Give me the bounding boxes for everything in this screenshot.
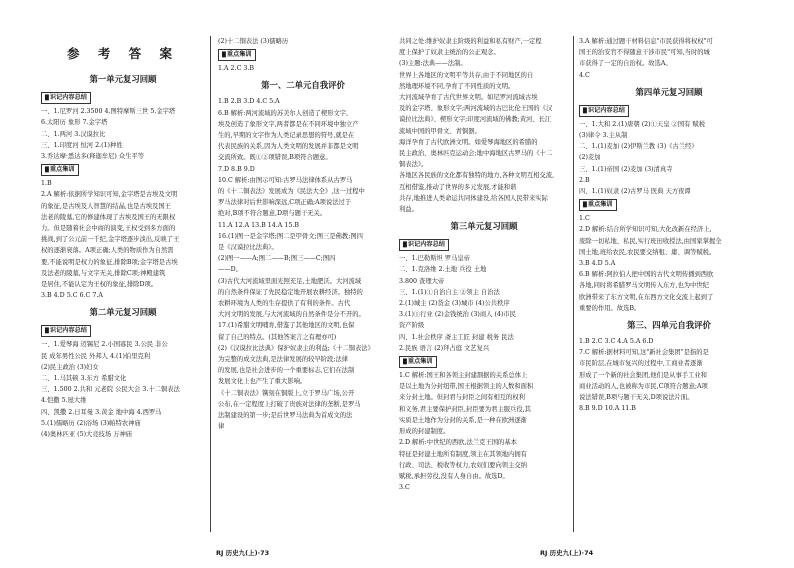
col4-top-lines [579,36,759,81]
answer-line: 的发展,也是社会进步的一个重要标志,它们在法制 [218,367,355,375]
column-3 [399,36,569,493]
answer-line: 4.恺撒 5.屋大维 [41,397,87,405]
page-number-left: RJ 历史九(上)·73 [216,549,270,557]
answer-line: 商业活动的人,也被称为市民,C项符合题意;A项 [579,382,708,390]
answer-line: 资产阶级 [399,322,425,330]
answer-line: 大河文明的发展,与大河流域的自然条件是分不开的。 [218,311,365,319]
answer-line: 3.C [399,484,410,492]
answer-line: 欧洲带来了东方文明,在东西方文化交流上起到了 [579,293,714,301]
answer-line: (2)麦加 [579,154,601,162]
answer-line: 3.B 4.D 5.C 6.C 7.A [41,292,103,300]
answer-line: 二、1.克洛维 2.土地 兵役 土地 [399,266,487,274]
answer-line: 2.民族 语言 (2)拜占庭 文艺复兴 [399,344,490,352]
section-review-label-2: █ 识记内容总结 [41,325,91,337]
answer-line: 挑战,到了公元前一千纪,金字塔逐步淡出,反映了王 [41,236,180,244]
section-focus-label: █ 重点集训 [218,49,256,61]
answer-line: (2)十二铜表法 (3)儒略历 [218,38,289,45]
answer-line: 3.A 解析:通过题干材料信息"市民获得将权权"可 [579,38,713,45]
answer-line: 然地理环境不同,孕育了不同性质的文明。 [399,82,515,90]
answer-line: 利益。 [399,206,418,214]
answer-line: 力。但是随着社会中商的演变,王权受到多方面的 [41,225,176,233]
column-divider [573,36,574,532]
unit3-title: 第三单元复习回顾 [450,221,518,232]
answer-line: (4)奥林匹亚 (5)大竞技场 万神庙 [41,431,133,439]
answer-line: (2)图一——A;图二——B;图三——C;图四 [218,255,336,263]
answer-line: 形成了一个新的社会集团,他们是从事手工业和 [579,371,707,379]
answer-line: 流域中国的甲骨文、青铜器。 [399,127,481,135]
answer-line: 互相借鉴,推动了世界的多元发展,才能和谐 [399,183,517,191]
answer-line: 16.(1)图一是金字塔;图二是甲骨文;图三是佛教;图四 [218,232,363,240]
answer-line: 是以土地为分封纽带,国王根据领主的人数和面积 [399,383,534,391]
answer-line: 世界上各地区的文明平等共存,由于不同地区的自 [399,71,534,79]
answer-line: 7.C 解析:据材料可知,这"新社会集团"是指的是 [579,349,709,357]
answer-line: 6.B 解析:两河流域的苏美尔人创造了楔形文字, [218,109,349,117]
answer-line: 民主政治、奥林匹克运动会;地中海地区古罗马的《十二 [399,150,553,158]
answer-line: ——D。 [218,266,242,274]
answer-line: 度上保护了奴隶主统治的公正观念。 [399,49,500,57]
answer-line: 铜表法》。 [399,161,428,169]
unit3-focus-lines [399,370,569,493]
page-title: 参 考 答 案 [66,46,180,61]
unit3-review-lines [399,253,569,354]
answer-line: 及法老的陵墓,与文字无关,排除C项;神殿建筑 [41,269,166,277]
col2-top-lines [218,36,388,47]
answer-line: 1.B [41,180,52,188]
answer-line: 11.A 12.A 13.B 14.A 15.B [218,221,299,229]
answer-line: 6.太阳历 象形 7.金字塔 [41,119,108,127]
unit-3-4-eval-title: 第三、四单元自我评价 [627,320,711,331]
unit2-title: 第二单元复习回顾 [89,307,157,318]
answer-line: 共存,地推进人类命运共同体建设,给各国人民带来实际 [399,194,548,202]
answer-line: 绝对,B项不符合题意,D项与题干无关。 [218,210,327,218]
answer-line: 是《汉谟拉比法典》。 [218,244,278,252]
answer-line: 赋税,承担劳役,没有人身自由。故选D。 [399,472,509,480]
unit1-focus-lines [41,178,205,301]
answer-line: (3)主题:法典——法制。 [399,60,467,68]
answer-line: (3)律令 3.主从制 [579,132,628,140]
answer-line: 《十二铜表法》镌刻在铜版上,立于罗马广场,公开 [218,389,355,397]
section-review-label: █ 识记内容总结 [41,92,91,104]
answer-line: 10.C 解析:由图示可知:古罗马法律体系从古罗马 [218,176,353,184]
answer-line: 4.C [579,71,590,79]
answer-line: 说法错误,B项与题干无关,D项说法片面。 [579,394,694,402]
unit2-review-lines [41,339,205,440]
answer-line: 四、1.社会秩序 斋主工匠 封建 税务 民法 [399,333,514,341]
answer-line: (2)《汉谟拉比法典》保护奴隶主的利益;《十二铜表法》 [218,344,374,352]
answer-line: 发展文化上也产生了重大影响。 [218,378,307,386]
answer-line: 法制建设的第一步;是后世罗马法典为首成文的法 [218,412,353,420]
section-review-label: █ 识记内容总结 [399,239,449,251]
answer-line: 2.B [579,176,590,184]
answer-line: 2.A 解析:依据所学知识可知,金字塔是古埃及文明 [41,191,178,199]
answer-line: 二、1.马其顿 3.东方 希腊文化 [41,375,127,383]
answer-line: 和义务,君主要保护封臣,封臣要为君主服兵役,其 [399,405,531,413]
answer-line: 四、凯撒 2.日耳曼 3.黄金 地中海 4.西罗马 [41,408,162,416]
col2-eval-lines [218,96,388,432]
section-focus-label: █ 重点集训 [579,199,617,211]
answer-line: 1.A 2.C 3.B [218,65,255,73]
unit1-title: 第一单元复习回顾 [89,74,157,85]
answer-line: 律 [218,423,225,431]
answer-line: 大河流域孕育了古代世界文明。如尼罗河流域古埃 [399,94,538,102]
col3-top-lines [399,36,569,215]
answer-line: 实质是土地作为分封的关系,是一种在欧洲逐渐 [399,416,527,424]
answer-line: 为完整的成文法典,是法律发展的较早阶段;法律 [218,356,349,364]
answer-line: 17.(1)希腊文明哺育,借鉴了其他地区的文明,也保 [218,322,355,330]
unit-3-4-eval-lines [579,336,759,414]
answer-line: 三、1.(1)帝国 (2)麦加 (3)清真寺 [579,165,673,173]
answer-line: 共同之处:维护奴隶主阶级的利益和私有财产,一定程 [399,38,542,45]
answer-line: 行政、司法、税收等权力,农奴们要向领主交纳 [399,461,527,469]
answer-line: 二、1.两河 3.汉谟拉比 [41,130,106,138]
answer-line: 三、1.印度河 恒河 2.(1)种姓 [41,141,123,149]
answer-line: 谟拉比法典》、楔形文字;印度河流域的佛教;黄河、长江 [399,116,552,124]
col2-focus-lines [218,63,388,74]
answer-line: 一、1.爱琴海 迈锡尼 2.小国寡民 3.公民 非公 [41,341,168,349]
answer-line: 的《十二铜表法》发展成为《民法大全》,这一过程中 [218,188,365,196]
answer-line: 要,不能说明是权力的象征,排除B项;金字塔是古埃 [41,258,178,266]
answer-line: 的自然条件保证了先民稳定地开展农耕经济。独特的 [218,288,363,296]
answer-line: 一、1.巴勒斯坦 罗马皇帝 [399,255,470,263]
unit-1-2-eval-title: 第一、二单元自我评价 [261,80,345,91]
column-4 [579,36,759,414]
section-focus-label: █ 重点集训 [41,164,79,176]
answer-line: 来分封土地。但封君与封臣之间有相互的权利 [399,394,525,402]
answer-line: 民 成年男性公民 外邦人 4.(1)伯里克利 [41,352,151,360]
column-1 [41,36,205,440]
answer-line: 3.(1)①行业 (2)金钱统治 (3)商人 (4)市民 [399,311,516,319]
answer-line: 重要的作用。故选B。 [579,304,641,312]
answer-line: 废除一切私地、私民,实行班田收授法,由国家掌握全 [579,237,722,245]
answer-line: 的象征,是古埃及人智慧的结晶,也是古埃及国王 [41,202,171,210]
answer-line: 3.乔达摩·悉达多(释迦牟尼) 众生平等 [41,153,145,161]
answer-line: 及的金字塔、象形文字;两河流域的古巴比伦王国的《汉 [399,105,553,113]
answer-line: 2.(1)城主 (2)货金 (3)城市 (4)公共秩序 [399,300,510,308]
answer-line: 国王的治安官不得随意干涉市民"可知,当时的城 [579,49,710,57]
answer-line: 1.C 解析:国王和各领主封建割据的关系总体上 [399,372,528,380]
answer-line: 留了自己的特点。(其他答案言之有理亦可) [218,333,337,341]
answer-line: 国土地,班给农民,农民要交纳租、庸、调等赋税。 [579,248,716,256]
answer-line: 1.B 2.C 3.C 4.A 5.A 6.D [579,338,654,346]
answer-line: 特征是封建土地所有制度,领主在其领地内拥有 [399,450,527,458]
answer-line: 农耕环境为人类的生存提供了有利的条件。古代 [218,300,351,308]
answer-line: 海洋孕育了古代欧洲文明。如爱琴海地区的希腊的 [399,138,538,146]
answer-line: 埃及创造了象形文字,两者都是在不同环境中独立产 [218,120,359,128]
answer-line: 1.B 2.B 3.D 4.C 5.A [218,98,280,106]
answer-line: 3.B 4.D 5.A [579,260,616,268]
answer-line: 四、1.(1)奴隶 (2)古罗马 医典 天方夜谭 [579,188,691,196]
answer-line: 一、1.尼罗河 2.3500 4.图特摩斯三世 5.金字塔 [41,108,176,116]
answer-line: 各地,同时将希腊罗马文明传入东方,也为中世纪 [579,282,709,290]
answer-line: 是居住,不能认定为王权的象征,排除D项。 [41,281,158,289]
column-2 [218,36,388,433]
page-number-right: RJ 历史九(上)·74 [540,549,594,557]
answer-line: 7.D 8.B 9.D [218,165,255,173]
section-focus-label: █ 重点集训 [399,356,437,368]
answer-line: 法老的陵墓,它的修建体现了古埃及国王的无限权 [41,213,176,221]
unit4-focus-lines [579,213,759,314]
answer-line: (3)古代大河流域里面光照充足,土地肥沃。大河流域 [218,277,362,285]
answer-line: 2.D 解析:结合所学知识可知,大化改新在经济上, [579,226,712,234]
answer-line: 罗马法律对后世影响深远,C项正确;A项说法过于 [218,199,352,207]
answer-line: 3.800 查理大帝 [399,277,445,285]
answer-line: 三、1.(1)①自治自主 ②领主 自治法 [399,288,500,296]
answer-line: 市获得了一定的自治权。故选A。 [579,60,672,68]
answer-line: 一、1.大和 2.(1)唐朝 (2)①天皇 ②国有 赋税 [579,120,706,128]
section-review-label: █ 识记内容总结 [579,105,629,117]
answer-line: 代表民族的关系,因为人类文明的发展并非都是文明 [218,143,359,151]
answer-line: 三、1.500 2.共和 元老院 公民大会 3.十二铜表法 [41,386,180,394]
unit1-review-lines [41,106,205,162]
answer-line: 交流所致。既①②项错误,B项符合题意。 [218,154,332,162]
unit4-title: 第四单元复习回顾 [635,86,703,97]
answer-line: 2.D 解析:中世纪的西欧,法兰克王国的基本 [399,439,517,447]
answer-line: 6.B 解析:阿拉伯人把中国的古代文明传播到西欧 [579,271,714,279]
answer-line: 形成的封建制度。 [399,428,450,436]
answer-line: 权的逐渐衰落。A项正确;人类的物质作为自然需 [41,247,174,255]
answer-line: 生的,早期的文字作为人类记录思想的符号,就是在 [218,132,355,140]
answer-line: 1.C [579,215,590,223]
answer-line: (2)民主政治 (3)妇女 [41,363,99,371]
answer-line: 各地区各民族的文化都有独特的地方,各种文明互相交流, [399,172,555,180]
answer-line: 8.B 9.D 10.A 11.B [579,405,636,413]
answer-line: 公布,在一定程度上打破了贵族对法律的垄断,是罗马 [218,400,361,408]
column-divider [210,36,211,532]
answer-line: 二、1.(1)麦加 (2)伊斯兰教 (3)《古兰经》 [579,143,698,151]
answer-line: 市民阶层,在城市复兴的过程中,工商业者逐渐 [579,360,703,368]
answer-line: 5.(1)儒略历 (2)浴场 (3)帕特农神庙 [41,419,141,427]
unit4-review-lines [579,119,759,197]
